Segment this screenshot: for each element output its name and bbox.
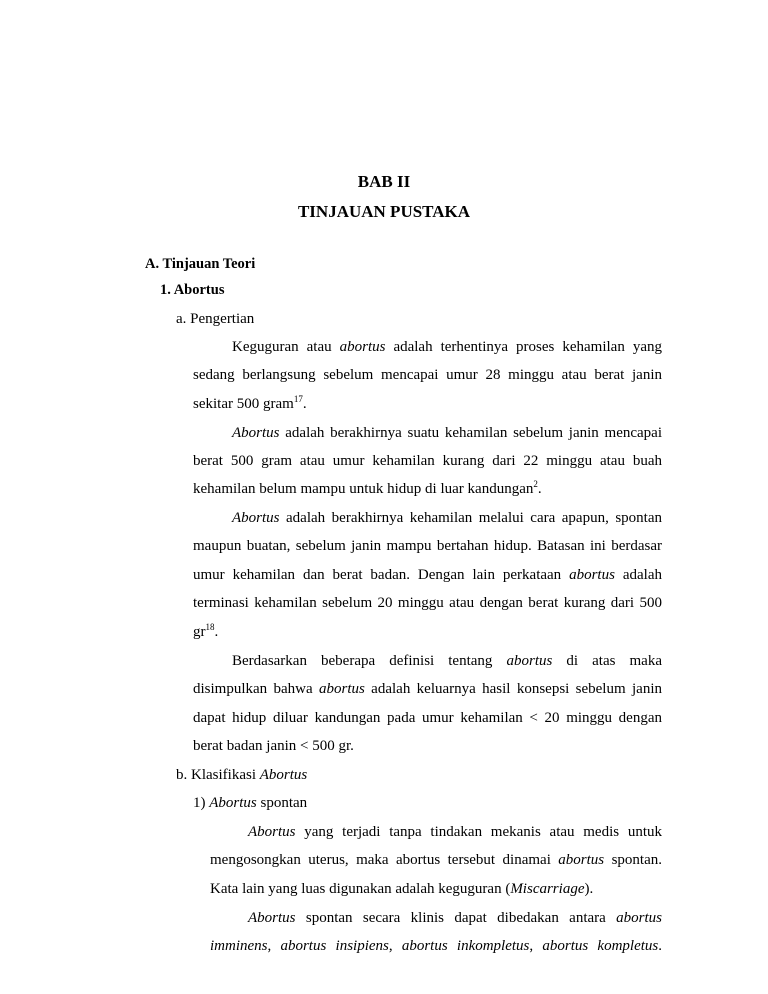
text-line: Abortus spontan secara klinis dapat dibedakan antara abortus (248, 910, 662, 926)
subsection-heading: 1. Abortus (160, 282, 225, 298)
list-item-heading: 1) Abortus spontan (193, 795, 308, 811)
text-line: Keguguran atau abortus adalah terhentinya proses kehamilan yang (232, 339, 662, 355)
text-line: berat badan janin < 500 gr. (193, 738, 354, 754)
text-line: sekitar 500 gram$^{17}$. (193, 394, 307, 412)
citation-ref: 17 (293, 394, 303, 404)
citation-ref: 2 (533, 479, 538, 489)
text-line: disimpulkan bahwa abortus adalah keluarnya hasil konsepsi sebelum janin (193, 681, 662, 697)
text-line: terminasi kehamilan sebelum 20 minggu atau dengan berat kurang dari 500 (193, 595, 662, 611)
heading-pengertian: a. Pengertian (176, 311, 255, 327)
text-line: maupun buatan, sebelum janin mampu bertahan hidup. Batasan ini berdasar (193, 538, 662, 554)
text-line: Berdasarkan beberapa definisi tentang abortus di atas maka (232, 653, 662, 669)
section-heading: A. Tinjauan Teori (145, 256, 256, 272)
text-line: mengosongkan uterus, maka abortus tersebut dinamai abortus spontan. (210, 852, 662, 868)
text-line: kehamilan belum mampu untuk hidup di luar kandungan$^2$. (193, 479, 542, 497)
text-line: umur kehamilan dan berat badan. Dengan lain perkataan abortus adalah (193, 567, 662, 583)
citation-ref: 18 (205, 622, 215, 632)
text-line: berat 500 gram atau umur kehamilan kurang dari 22 minggu atau buah (193, 453, 662, 469)
text-line: sedang berlangsung sebelum mencapai umur 28 minggu atau berat janin (193, 367, 662, 383)
text-line: Abortus adalah berakhirnya kehamilan melalui cara apapun, spontan (232, 510, 662, 526)
text-line: $gr^{18}$. (193, 622, 219, 640)
chapter-subtitle: TINJAUAN PUSTAKA (297, 202, 471, 221)
text-line: dapat hidup diluar kandungan pada umur kehamilan < 20 minggu dengan (193, 710, 662, 726)
heading-klasifikasi: b. Klasifikasi Abortus (176, 767, 308, 783)
text-line: Abortus yang terjadi tanpa tindakan mekanis atau medis untuk (248, 824, 662, 840)
text-line: Kata lain yang luas digunakan adalah keguguran (Miscarriage). (210, 881, 594, 897)
text-line: imminens, abortus insipiens, abortus inkompletus, abortus kompletus. (210, 938, 662, 954)
chapter-title: BAB II (357, 172, 411, 191)
text-line: Abortus adalah berakhirnya suatu kehamilan sebelum janin mencapai (232, 425, 662, 441)
